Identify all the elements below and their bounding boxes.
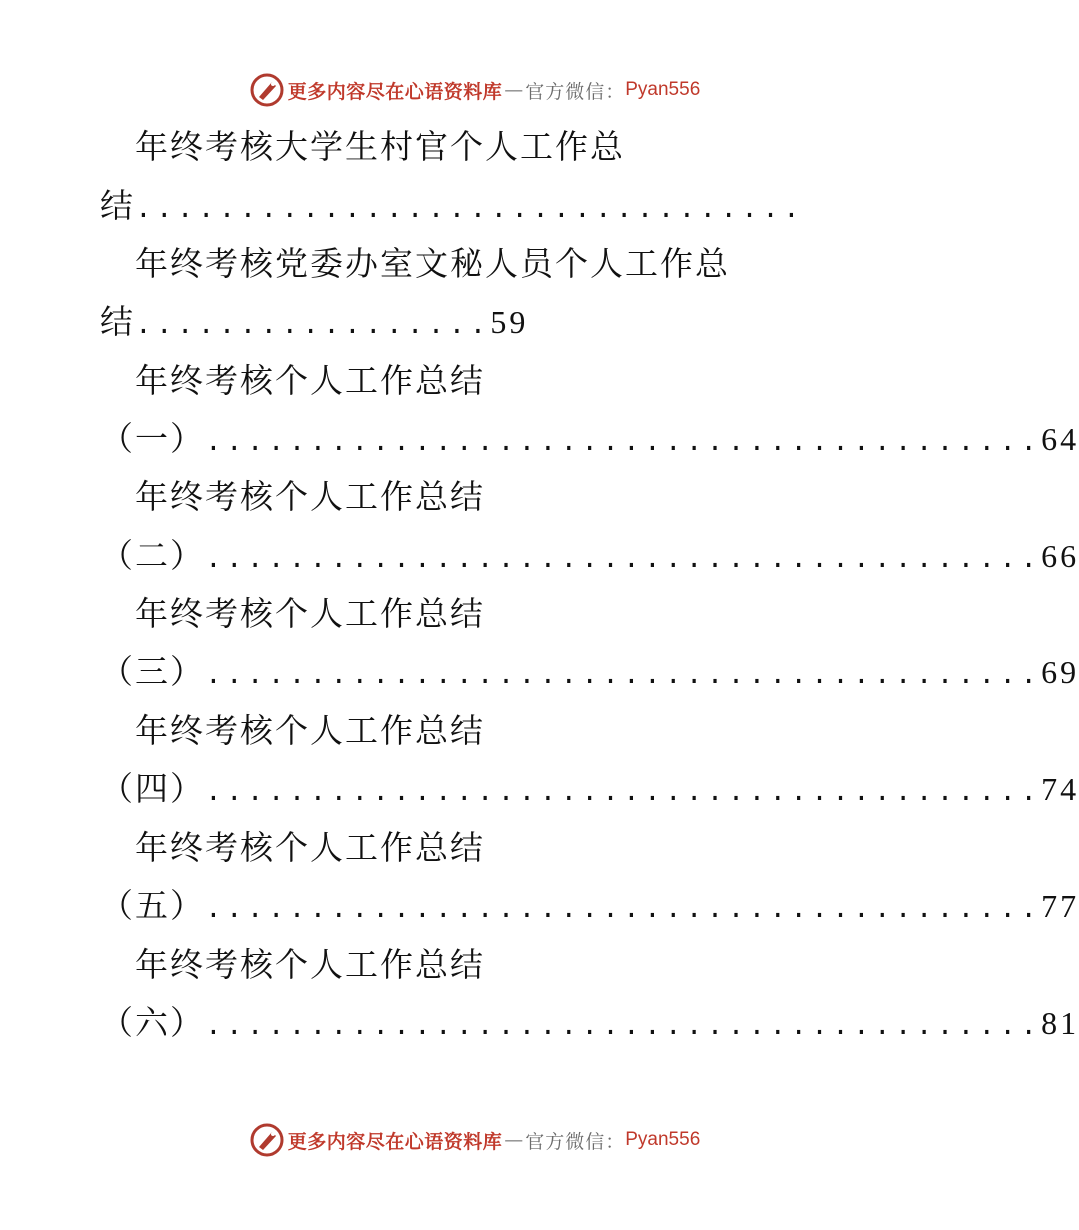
toc-entry-title: 年终考核大学生村官个人工作总 xyxy=(135,127,625,166)
banner-wechat-id: Pyan556 xyxy=(625,79,701,100)
toc-entry-suffix: 结 xyxy=(100,186,135,225)
toc-entry-suffix: （四） xyxy=(100,769,205,808)
toc-entry-continuation xyxy=(100,886,1079,931)
pen-logo-icon xyxy=(250,73,284,107)
toc-entry-title: 年终考核党委办室文秘人员个人工作总 xyxy=(135,244,730,283)
toc-entry-continuation xyxy=(100,1003,1079,1048)
toc-entry-continuation xyxy=(100,652,1079,697)
toc-entry-continuation xyxy=(100,769,1079,814)
toc-page-number: 74 xyxy=(1041,771,1079,807)
toc-dot-leader: ........................................ xyxy=(205,778,1042,809)
banner-wechat-label: 官方微信： xyxy=(525,80,626,103)
banner-separator: — xyxy=(504,79,524,101)
toc-page-number: 77 xyxy=(1041,888,1079,924)
banner-separator: — xyxy=(504,1129,524,1151)
toc-entry-continuation xyxy=(100,536,1079,581)
banner-wechat-id: Pyan556 xyxy=(625,1129,701,1150)
header-banner xyxy=(0,70,950,110)
banner-wechat-label: 官方微信： xyxy=(525,1130,626,1153)
toc-page-number: 69 xyxy=(1041,654,1079,690)
toc-dot-leader: ................. xyxy=(135,311,491,342)
toc-page-number: 66 xyxy=(1041,538,1079,574)
toc-entry-suffix: （二） xyxy=(100,536,205,575)
toc-entry-title: 年终考核个人工作总结 xyxy=(135,361,485,400)
toc-dot-leader: ........................................ xyxy=(205,428,1042,459)
toc-dot-leader: ........................................ xyxy=(205,1012,1042,1043)
toc-dot-leader: ........................................ xyxy=(205,661,1042,692)
toc-entry-suffix: （五） xyxy=(100,886,205,925)
toc-entry-title: 年终考核个人工作总结 xyxy=(135,477,485,516)
toc-page-number: 64 xyxy=(1041,421,1079,457)
toc-entry-title: 年终考核个人工作总结 xyxy=(135,711,485,750)
toc-entry-title: 年终考核个人工作总结 xyxy=(135,945,485,984)
toc-entry-suffix: （三） xyxy=(100,652,205,691)
toc-entry-continuation xyxy=(100,419,1079,464)
banner-promo-text: 更多内容尽在心语资料库 xyxy=(287,1130,503,1153)
toc-dot-leader: ........................................ xyxy=(205,545,1042,576)
toc-entry-continuation xyxy=(100,186,848,231)
footer-banner xyxy=(0,1120,950,1160)
toc-page-number: 59 xyxy=(490,304,529,340)
toc-page-number: 81 xyxy=(1041,1005,1079,1041)
toc-entry-suffix: 结 xyxy=(100,302,135,341)
toc-entry-continuation xyxy=(100,302,848,347)
toc-dot-leader: ................................ xyxy=(135,195,804,226)
toc-entry-title: 年终考核个人工作总结 xyxy=(135,828,485,867)
toc-entry-suffix: （一） xyxy=(100,419,205,458)
pen-logo-icon xyxy=(250,1123,284,1157)
toc-entry-suffix: （六） xyxy=(100,1003,205,1042)
toc-dot-leader: ........................................ xyxy=(205,895,1042,926)
banner-promo-text: 更多内容尽在心语资料库 xyxy=(287,80,503,103)
toc-entry-title: 年终考核个人工作总结 xyxy=(135,594,485,633)
